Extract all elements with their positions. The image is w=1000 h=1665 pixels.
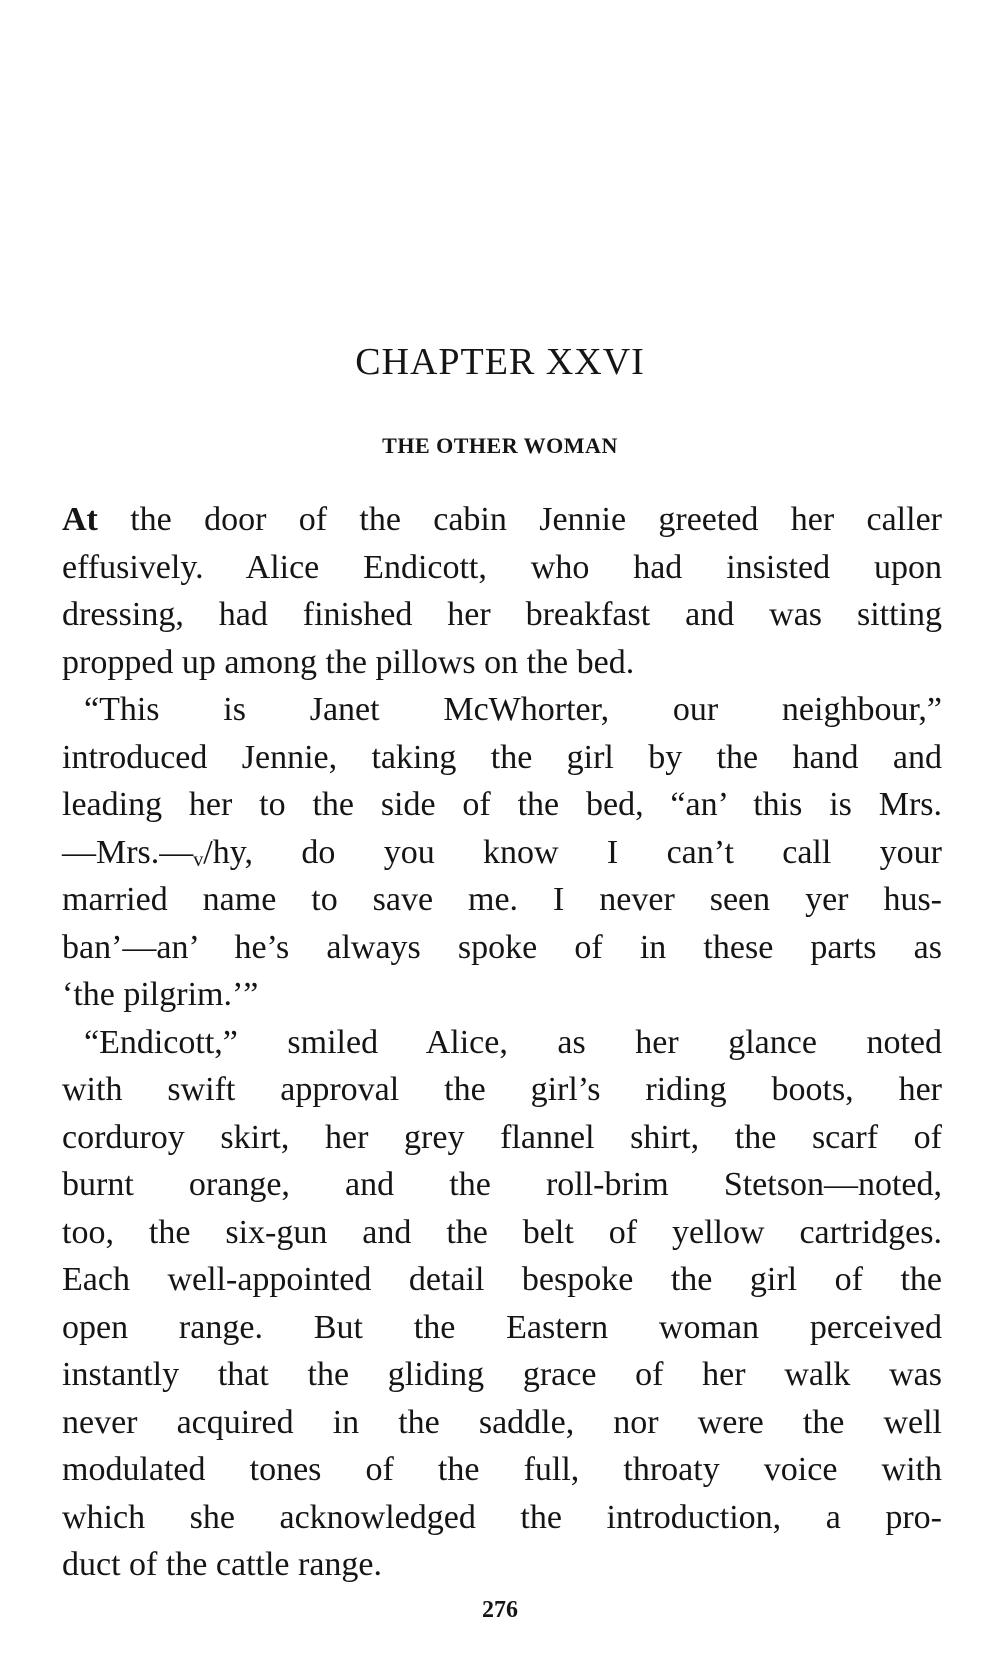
text-line: burnt orange, and the roll-brim Stetson—noted, bbox=[62, 1166, 942, 1203]
text-line: duct of the cattle range. bbox=[62, 1546, 383, 1583]
text-line: propped up among the pillows on the bed. bbox=[62, 643, 635, 681]
body-text bbox=[62, 496, 942, 1589]
text-line: introduced Jennie, taking the girl by the hand and bbox=[62, 738, 942, 776]
chapter-title: THE OTHER WOMAN bbox=[382, 433, 618, 458]
text-line: leading her to the side of the bed, “an’ this is Mrs. bbox=[62, 786, 942, 823]
line-text: the door of the cabin Jennie greeted her caller bbox=[97, 501, 942, 538]
text-line: —Mrs.—ᵥ/hy, do you know I can’t call your bbox=[62, 833, 942, 871]
text-line: married name to save me. I never seen yer hus- bbox=[62, 881, 942, 918]
text-line: dressing, had finished her breakfast and was sitting bbox=[62, 596, 942, 633]
text-line: open range. But the Eastern woman perceived bbox=[62, 1308, 942, 1346]
drop-cap: At bbox=[62, 501, 98, 538]
text-line: effusively. Alice Endicott, who had insisted upon bbox=[62, 548, 942, 586]
text-line: too, the six-gun and the belt of yellow cartridges. bbox=[62, 1213, 942, 1251]
text-line: ‘the pilgrim.’” bbox=[62, 976, 259, 1013]
text-line: instantly that the gliding grace of her walk was bbox=[62, 1356, 942, 1393]
page-number: 276 bbox=[482, 1597, 518, 1623]
text-line: “This is Janet McWhorter, our neighbour,” bbox=[84, 691, 942, 728]
text-line: modulated tones of the full, throaty voice with bbox=[62, 1451, 942, 1488]
text-line: which she acknowledged the introduction, a pro- bbox=[62, 1498, 942, 1536]
chapter-heading: CHAPTER XXVI bbox=[355, 341, 645, 383]
text-line: never acquired in the saddle, nor were the well bbox=[62, 1403, 942, 1441]
text-line: Each well-appointed detail bespoke the girl of the bbox=[62, 1261, 942, 1298]
text-line bbox=[62, 496, 942, 544]
text-line: with swift approval the girl’s riding boots, her bbox=[62, 1071, 942, 1108]
text-line: “Endicott,” smiled Alice, as her glance noted bbox=[84, 1023, 942, 1061]
text-line: corduroy skirt, her grey flannel shirt, the scarf of bbox=[62, 1118, 942, 1156]
text-line: ban’—an’ he’s always spoke of in these parts as bbox=[62, 928, 942, 966]
